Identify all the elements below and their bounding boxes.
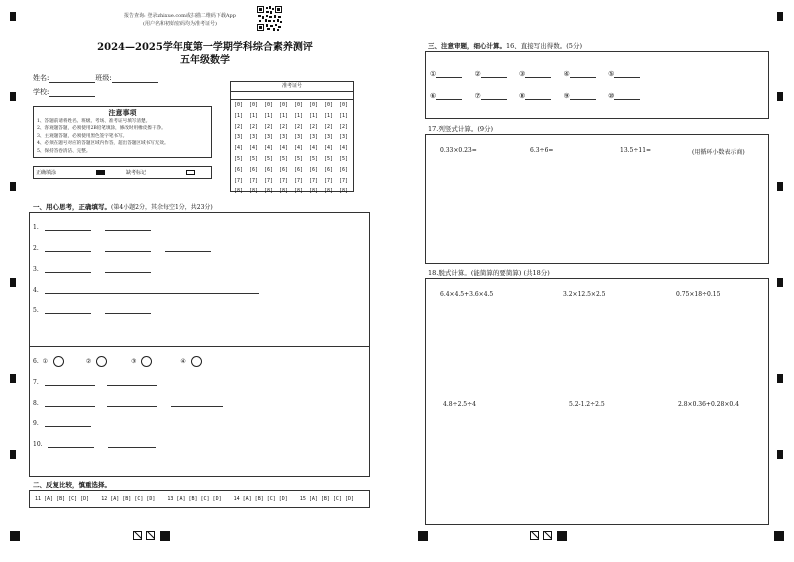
answer-blank[interactable] xyxy=(614,92,640,100)
name-class-row xyxy=(33,73,158,83)
exam-id-column[interactable]: [0] [1] [2] [3] [4] [5] [6] [7] [8] xyxy=(263,102,274,195)
registration-mark xyxy=(777,278,783,287)
page-code-block xyxy=(557,531,567,541)
answer-blank[interactable] xyxy=(481,92,507,100)
answer-blank[interactable] xyxy=(107,399,157,407)
q2-row: 2. xyxy=(33,244,211,252)
correct-fill-sample xyxy=(96,170,105,175)
correct-fill-label: 正确填涂 xyxy=(36,170,57,176)
registration-mark xyxy=(774,531,784,541)
registration-mark xyxy=(10,92,16,101)
choice-group-14[interactable]: 14 [A] [B] [C] [D] xyxy=(233,496,288,502)
missing-exam-checkbox[interactable] xyxy=(186,170,195,175)
exam-id-column[interactable]: [0] [1] [2] [3] [4] [5] [6] [7] [8] xyxy=(278,102,289,195)
q5-row: 5. xyxy=(33,306,151,314)
notes-item: 4、必须在题号对应的答题区域内作答，超出答题区域书写无效。 xyxy=(37,141,169,147)
notes-item: 5、保持答卷清洁、完整。 xyxy=(37,148,91,154)
exam-id-title: 准考证号 xyxy=(231,82,353,92)
q17-item: 13.5÷11= xyxy=(620,147,652,154)
page-code-box xyxy=(530,531,539,540)
choice-group-11[interactable]: 11 [A] [B] [C] [D] xyxy=(35,496,90,502)
q17-item: 6.3÷6= xyxy=(530,147,554,154)
answer-blank[interactable] xyxy=(614,70,640,78)
name-label: 姓名: xyxy=(33,74,50,82)
name-field[interactable] xyxy=(49,75,95,83)
registration-mark xyxy=(10,182,16,191)
registration-mark xyxy=(418,531,428,541)
choice-group-15[interactable]: 15 [A] [B] [C] [D] xyxy=(299,496,354,502)
school-field[interactable] xyxy=(49,89,95,97)
answer-blank[interactable] xyxy=(525,70,551,78)
class-label: 班级: xyxy=(95,74,112,82)
answer-blank[interactable] xyxy=(107,378,157,386)
q16-row1: ① ② ③ ④ ⑤ xyxy=(430,70,640,78)
q10-row: 10. xyxy=(33,440,156,448)
answer-blank[interactable] xyxy=(108,440,156,448)
q17-item: 0.33×0.23= xyxy=(440,147,477,154)
answer-blank[interactable] xyxy=(45,265,91,273)
exam-id-column[interactable]: [0] [1] [2] [3] [4] [5] [6] [7] [8] xyxy=(338,102,349,195)
school-row xyxy=(33,87,95,97)
choice-row xyxy=(35,496,354,502)
report-notice-line2: (用户名和初始密码均为准考证号) xyxy=(143,21,217,27)
section3-heading xyxy=(428,41,582,50)
answer-circle[interactable] xyxy=(96,356,107,367)
exam-id-column[interactable]: [0] [1] [2] [3] [4] [5] [6] [7] [8] xyxy=(293,102,304,195)
q18-item: 2.8×0.36+0.28×0.4 xyxy=(678,401,739,408)
answer-blank[interactable] xyxy=(45,378,95,386)
answer-blank[interactable] xyxy=(570,70,596,78)
q18-item: 6.4×4.5+3.6×4.5 xyxy=(440,291,494,298)
registration-mark xyxy=(10,450,16,459)
section1-heading xyxy=(33,202,213,211)
q7-row: 7. xyxy=(33,378,157,386)
section1-note: (第4小题2分，其余每空1分，共23分) xyxy=(111,204,213,211)
answer-blank[interactable] xyxy=(525,92,551,100)
registration-mark xyxy=(10,374,16,383)
answer-blank[interactable] xyxy=(105,244,151,252)
page-title: 2024—2025学年度第一学期学科综合素养测评 xyxy=(97,42,313,53)
q18-title: 18.脱式计算。(能简算的要简算) (共18分) xyxy=(428,269,550,277)
registration-mark xyxy=(10,12,16,21)
answer-blank[interactable] xyxy=(45,399,95,407)
answer-blank[interactable] xyxy=(105,265,151,273)
section2-title: 二、反复比较，慎重选择。 xyxy=(33,481,111,489)
q4-row: 4. xyxy=(33,286,259,294)
registration-mark xyxy=(10,278,16,287)
answer-blank[interactable] xyxy=(48,440,94,448)
registration-mark xyxy=(777,12,783,21)
section1-title: 一、用心思考，正确填写。 xyxy=(33,203,111,211)
choice-group-13[interactable]: 13 [A] [B] [C] [D] xyxy=(167,496,222,502)
exam-id-column[interactable]: [0] [1] [2] [3] [4] [5] [6] [7] [8] xyxy=(308,102,319,195)
registration-mark xyxy=(10,531,20,541)
notes-item: 1、答题前请将姓名、班级、考场、准考证号填写清楚。 xyxy=(37,119,151,124)
choice-group-12[interactable]: 12 [A] [B] [C] [D] xyxy=(101,496,156,502)
q18-item: 3.2×12.5×2.5 xyxy=(563,291,606,298)
registration-mark xyxy=(777,182,783,191)
answer-blank[interactable] xyxy=(105,306,151,314)
fill-example-box xyxy=(33,166,212,179)
answer-blank[interactable] xyxy=(45,223,91,231)
page-code-box xyxy=(133,531,142,540)
answer-blank[interactable] xyxy=(436,70,462,78)
registration-mark xyxy=(777,374,783,383)
registration-mark xyxy=(777,92,783,101)
answer-blank[interactable] xyxy=(436,92,462,100)
class-field[interactable] xyxy=(112,75,158,83)
answer-blank[interactable] xyxy=(165,244,211,252)
answer-blank[interactable] xyxy=(481,70,507,78)
exam-id-column[interactable]: [0] [1] [2] [3] [4] [5] [6] [7] [8] xyxy=(323,102,334,195)
answer-blank[interactable] xyxy=(45,306,91,314)
q6-row: 6. ① ② ③ ④ xyxy=(33,356,202,367)
q16-note: 16、直接写出得数。(5分) xyxy=(506,42,582,50)
page-code-box xyxy=(146,531,155,540)
section3-title: 三、注意审题，细心计算。 xyxy=(428,42,506,50)
notes-title: 注意事项 xyxy=(108,108,137,117)
q18-item: 5.2-1.2÷2.5 xyxy=(569,401,605,408)
qr-code-icon[interactable] xyxy=(256,5,283,32)
answer-circle[interactable] xyxy=(53,356,64,367)
page-subtitle: 五年级数学 xyxy=(180,55,230,66)
q3-row: 3. xyxy=(33,265,151,273)
q9-row: 9. xyxy=(33,419,91,427)
answer-blank[interactable] xyxy=(570,92,596,100)
notes-box xyxy=(33,106,212,158)
answer-blank[interactable] xyxy=(105,223,151,231)
exam-id-column[interactable]: [0] [1] [2] [3] [4] [5] [6] [7] [8] xyxy=(233,102,244,195)
q17-title: 17.列竖式计算。(9分) xyxy=(428,125,494,133)
q16-row2: ⑥ ⑦ ⑧ ⑨ ⑩ xyxy=(430,92,640,100)
answer-blank[interactable] xyxy=(171,399,223,407)
school-label: 学校: xyxy=(33,88,50,96)
notes-list xyxy=(34,118,211,155)
section1-divider xyxy=(30,346,369,347)
report-notice-line1: 报告查询: 登录zhixue.com或扫描二维码下载App xyxy=(124,13,236,19)
registration-mark xyxy=(777,450,783,459)
q8-row: 8. xyxy=(33,399,223,407)
report-notice xyxy=(108,12,252,28)
page-code-box xyxy=(543,531,552,540)
answer-blank[interactable] xyxy=(45,244,91,252)
q16-answer-box xyxy=(425,51,769,119)
answer-blank[interactable] xyxy=(45,286,259,294)
answer-circle[interactable] xyxy=(191,356,202,367)
exam-id-entry-row xyxy=(231,91,353,100)
notes-item: 2、客观题答题，必须使用2B铅笔填涂，修改时用橡皮擦干净。 xyxy=(37,126,166,132)
notes-item: 3、主观题答题，必须使用黑色签字笔书写。 xyxy=(37,133,128,139)
missing-exam-label: 缺考标记 xyxy=(126,170,147,176)
q18-item: 4.8÷2.5÷4 xyxy=(443,401,476,408)
q18-item: 0.75×18÷0.15 xyxy=(676,291,721,298)
q1-row: 1. xyxy=(33,223,151,231)
q17-note: (用循环小数表示商) xyxy=(692,149,745,156)
page-code-block xyxy=(160,531,170,541)
answer-blank[interactable] xyxy=(45,419,91,427)
answer-circle[interactable] xyxy=(141,356,152,367)
exam-id-column[interactable]: [0] [1] [2] [3] [4] [5] [6] [7] [8] xyxy=(248,102,259,195)
